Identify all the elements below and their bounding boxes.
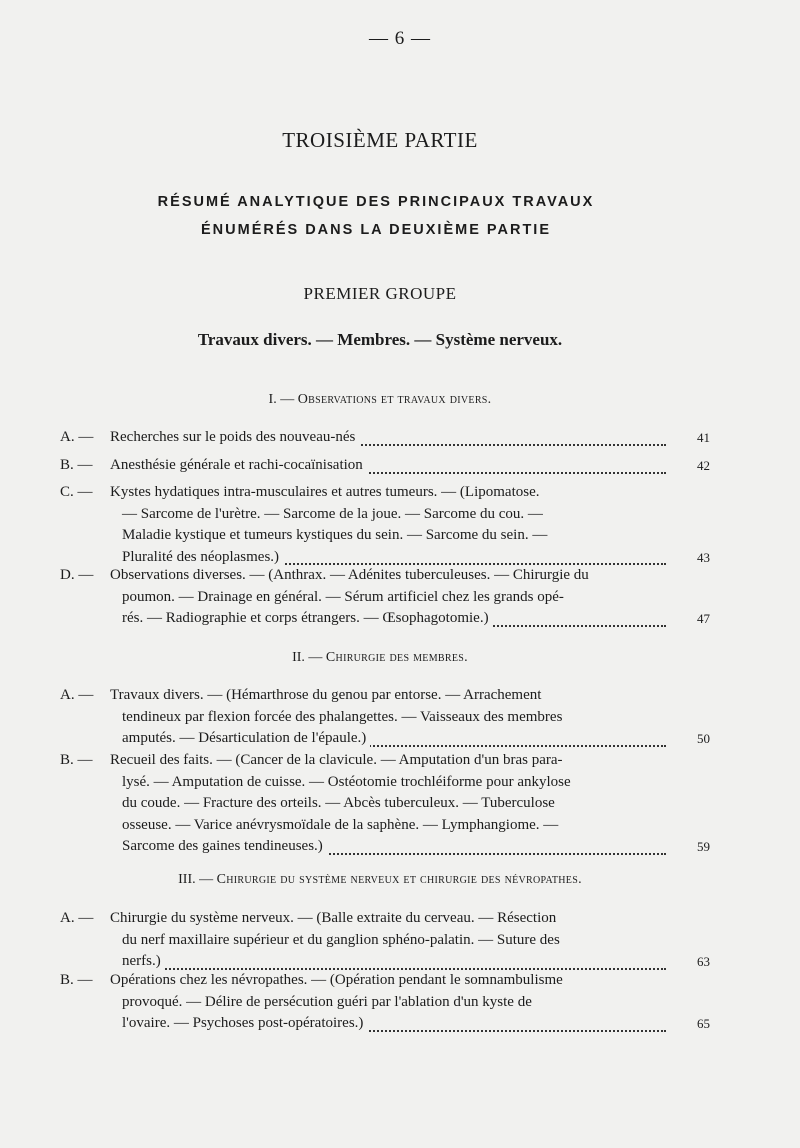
- toc-entry: [60, 482, 710, 568]
- entry-line: [60, 608, 710, 630]
- group-subtitle: Travaux divers. — Membres. — Système nerveux.: [197, 330, 563, 349]
- entry-text: Anesthésie générale et rachi-cocaïnisation: [110, 457, 363, 473]
- entry-text: du coude. — Fracture des orteils. — Abcès tuberculeux. — Tuberculose: [122, 795, 555, 811]
- group-title: PREMIER GROUPE: [303, 284, 457, 303]
- entry-page-number: 59: [697, 839, 710, 854]
- entry-page-number: 41: [697, 430, 710, 445]
- entry-line: [60, 793, 710, 815]
- entry-text: Recherches sur le poids des nouveau-nés: [110, 429, 356, 445]
- toc-entry: [60, 455, 710, 477]
- toc-entry: [60, 427, 710, 449]
- toc-entry: [60, 685, 710, 750]
- entry-page-number: 65: [697, 1016, 710, 1031]
- entry-line: [60, 427, 710, 449]
- entry-line: [60, 992, 710, 1014]
- entry-line: [60, 815, 710, 837]
- entry-text: Travaux divers. — (Hémarthrose du genou par entorse. — Arrachement: [110, 687, 542, 703]
- entry-page-number: 42: [697, 458, 710, 473]
- entry-letter: B. —: [60, 457, 93, 473]
- entry-line: [60, 525, 710, 547]
- entry-line: [60, 455, 710, 477]
- entry-letter: C. —: [60, 484, 93, 500]
- section-heading: Observations et travaux divers.: [297, 392, 492, 407]
- entry-text: Chirurgie du système nerveux. — (Balle extraite du cerveau. — Résection: [110, 910, 557, 926]
- entry-line: [60, 482, 710, 504]
- entry-text: Recueil des faits. — (Cancer de la clavicule. — Amputation d'un bras para-: [110, 752, 563, 768]
- section-heading: Chirurgie du système nerveux et chirurgie des névropathes.: [216, 872, 582, 887]
- entry-text: Sarcome des gaines tendineuses.): [122, 838, 323, 854]
- entry-line: [60, 707, 710, 729]
- entry-text: Maladie kystique et tumeurs kystiques du sein. — Sarcome du sein. —: [122, 527, 548, 543]
- section-number: III. —: [178, 872, 217, 887]
- toc-entry: [60, 970, 710, 1035]
- entry-page-number: 43: [697, 549, 710, 565]
- entry-text: l'ovaire. — Psychoses post-opératoires.): [122, 1015, 364, 1031]
- entry-text: du nerf maxillaire supérieur et du ganglion sphéno-palatin. — Suture des: [122, 931, 560, 948]
- entry-text: provoqué. — Délire de persécution guéri par l'ablation d'un kyste de: [122, 993, 532, 1010]
- entry-text: nerfs.): [122, 953, 161, 969]
- toc-entry: [60, 750, 710, 858]
- entry-letter: B. —: [60, 752, 93, 768]
- entry-letter: A. —: [60, 429, 94, 445]
- entry-text: lysé. — Amputation de cuisse. — Ostéotomie trochléiforme pour ankylose: [122, 773, 571, 790]
- toc-entry: [60, 908, 710, 973]
- entry-line: [60, 930, 710, 952]
- entry-text: Opérations chez les névropathes. — (Opération pendant le somnambulisme: [110, 972, 563, 988]
- entry-letter: B. —: [60, 972, 93, 988]
- entry-line: [60, 772, 710, 794]
- entry-line: [60, 750, 710, 772]
- entry-page-number: 63: [697, 954, 710, 969]
- section-number: I. —: [268, 392, 298, 407]
- part-title: TROISIÈME PARTIE: [282, 128, 478, 152]
- entry-text: poumon. — Drainage en général. — Sérum artificiel chez les grands opé-: [122, 588, 564, 605]
- section-title: [0, 872, 760, 888]
- entry-text: — Sarcome de l'urètre. — Sarcome de la joue. — Sarcome du cou. —: [122, 505, 543, 522]
- section-title: [0, 650, 760, 666]
- toc-entry: [60, 565, 710, 630]
- subtitle-line-2: ÉNUMÉRÉS DANS LA DEUXIÈME PARTIE: [201, 222, 551, 238]
- entry-line: [60, 565, 710, 587]
- entry-page-number: 50: [697, 731, 710, 746]
- page-folio: — 6 —: [369, 28, 431, 49]
- entry-line: [60, 504, 710, 526]
- entry-line: [60, 728, 710, 750]
- entry-letter: D. —: [60, 567, 94, 583]
- subtitle-line-1: RÉSUMÉ ANALYTIQUE DES PRINCIPAUX TRAVAUX: [157, 194, 595, 210]
- entry-text: Pluralité des néoplasmes.): [122, 548, 280, 565]
- entry-line: [60, 836, 710, 858]
- entry-line: [60, 1013, 710, 1035]
- entry-text: tendineux par flexion forcée des phalangettes. — Vaisseaux des membres: [122, 708, 563, 725]
- entry-text: amputés. — Désarticulation de l'épaule.): [122, 730, 367, 746]
- section-heading: Chirurgie des membres.: [325, 650, 468, 665]
- entry-letter: A. —: [60, 687, 94, 703]
- section-number: II. —: [292, 650, 326, 665]
- entry-page-number: 47: [697, 611, 710, 626]
- entry-text: Kystes hydatiques intra-musculaires et autres tumeurs. — (Lipomatose.: [110, 484, 540, 500]
- entry-line: [60, 908, 710, 930]
- entry-text: osseuse. — Varice anévrysmoïdale de la saphène. — Lymphangiome. —: [122, 816, 559, 833]
- entry-line: [60, 587, 710, 609]
- entry-text: rés. — Radiographie et corps étrangers. — Œsophagotomie.): [122, 610, 489, 626]
- entry-line: [60, 970, 710, 992]
- entry-letter: A. —: [60, 910, 94, 926]
- section-title: [0, 392, 760, 408]
- entry-text: Observations diverses. — (Anthrax. — Adénites tuberculeuses. — Chirurgie du: [110, 567, 589, 583]
- entry-line: [60, 685, 710, 707]
